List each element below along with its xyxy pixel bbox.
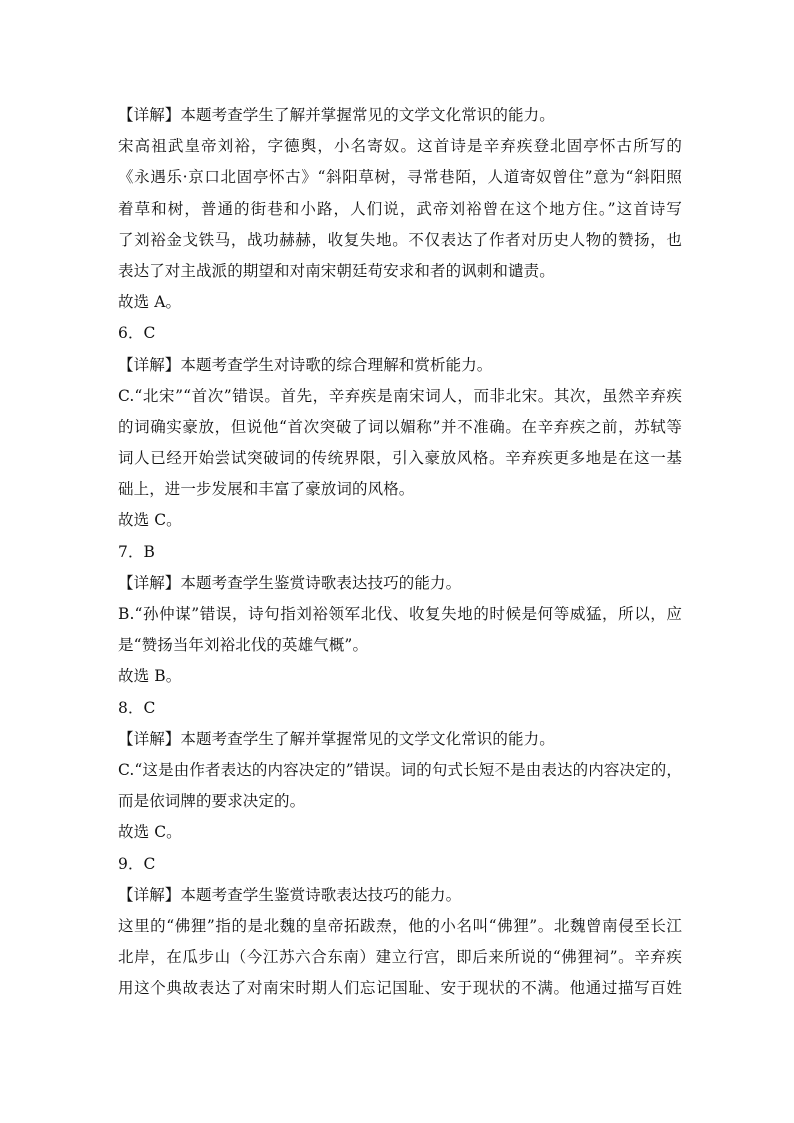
answer-line: 故选 A。 — [118, 293, 182, 312]
text-line: 表达了对主战派的期望和对南宋朝廷苟安求和者的讽刺和谴责。 — [118, 261, 555, 280]
text-line: 础上，进一步发展和丰富了豪放词的风格。 — [118, 480, 415, 499]
question-number: 6．C — [118, 324, 156, 343]
text-line: 【详解】本题考查学生对诗歌的综合理解和赏析能力。 — [118, 355, 493, 374]
question-number: 7．B — [118, 542, 156, 561]
text-line: B.“孙仲谋”错误，诗句指刘裕领军北伐、收复失地的时候是何等威猛，所以，应 — [118, 605, 682, 623]
text-line: 用这个典故表达了对南宋时期人们忘记国耻、安于现状的不满。他通过描写百姓 — [118, 979, 682, 998]
answer-line: 故选 B。 — [118, 667, 182, 686]
text-line: 词人已经开始尝试突破词的传统界限，引入豪放风格。辛弃疾更多地是在这一基 — [118, 449, 682, 468]
text-line: 【详解】本题考查学生了解并掌握常见的文学文化常识的能力。 — [118, 106, 555, 124]
text-line: C.“这是由作者表达的内容决定的”错误。词的句式长短不是由表达的内容决定的， — [118, 760, 682, 779]
text-line: 是“赞扬当年刘裕北伐的英雄气概”。 — [118, 636, 369, 655]
text-line: 【详解】本题考查学生了解并掌握常见的文学文化常识的能力。 — [118, 729, 555, 748]
text-line: 【详解】本题考查学生鉴赏诗歌表达技巧的能力。 — [118, 573, 462, 592]
text-line: 的词确实豪放，但说他“首次突破了词以媚称”并不准确。在辛弃疾之前，苏轼等 — [118, 417, 682, 436]
text-line: 这里的“佛狸”指的是北魏的皇帝拓跋焘，他的小名叫“佛狸”。北魏曾南侵至长江 — [118, 916, 682, 935]
text-line: 【详解】本题考查学生鉴赏诗歌表达技巧的能力。 — [118, 885, 462, 904]
question-number: 8．C — [118, 698, 156, 717]
text-line: 北岸，在瓜步山（今江苏六合东南）建立行宫，即后来所说的“佛狸祠”。辛弃疾 — [118, 948, 682, 967]
document-body — [118, 100, 682, 1004]
text-line: 了刘裕金戈铁马，战功赫赫，收复失地。不仅表达了作者对历史人物的赞扬，也 — [118, 230, 682, 249]
text-line: 而是依词牌的要求决定的。 — [118, 792, 306, 811]
answer-line: 故选 C。 — [118, 823, 182, 842]
text-line: 宋高祖武皇帝刘裕，字德舆，小名寄奴。这首诗是辛弃疾登北固亭怀古所写的 — [118, 137, 682, 156]
text-line: C.“北宋”“首次”错误。首先，辛弃疾是南宋词人，而非北宋。其次，虽然辛弃疾 — [118, 386, 682, 405]
question-number: 9．C — [118, 854, 156, 873]
text-line: 《永遇乐·京口北固亭怀古》“斜阳草树，寻常巷陌，人道寄奴曾住”意为“斜阳照 — [118, 168, 682, 187]
answer-line: 故选 C。 — [118, 511, 182, 530]
text-line: 着草和树，普通的街巷和小路，人们说，武帝刘裕曾在这个地方住。”这首诗写 — [118, 199, 682, 218]
